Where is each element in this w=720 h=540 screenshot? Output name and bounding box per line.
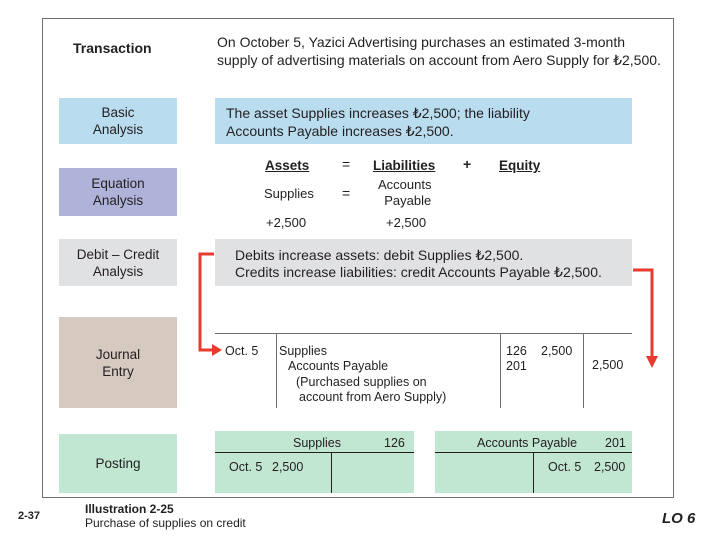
equation-liabilities-heading: Liabilities (373, 158, 436, 173)
supplies-entry-date: Oct. 5 (229, 460, 263, 474)
debit-credit-label-line-1: Debit – Credit (76, 246, 160, 262)
basic-analysis-line-1: The asset Supplies increases ₺2,500; the liability (226, 105, 530, 121)
liability-account-line-1: Accounts (378, 177, 432, 192)
journal-date: Oct. 5 (225, 344, 259, 358)
equation-equals-sign-2: = (342, 185, 351, 201)
supplies-account-number: 126 (384, 436, 405, 450)
liability-account-line-2: Payable (384, 193, 432, 208)
accounts-payable-account-number: 201 (605, 436, 626, 450)
journal-explanation-line-1: (Purchased supplies on (296, 375, 427, 389)
credit-flow-arrow (633, 270, 652, 358)
debit-credit-line-2: Credits increase liabilities: credit Accounts Payable ₺2,500. (235, 264, 602, 280)
journal-debit-ref: 126 (506, 344, 527, 358)
supplies-account-title: Supplies (293, 436, 341, 450)
equation-plus-sign: + (463, 156, 472, 172)
transaction-line-2: supply of advertising materials on account from Aero Supply for ₺2,500. (217, 52, 661, 68)
journal-credit-ref: 201 (506, 359, 527, 373)
accounts-payable-entry-amount: 2,500 (594, 460, 626, 474)
debit-credit-line-1: Debits increase assets: debit Supplies ₺2,500. (235, 247, 524, 263)
basic-label-line-2: Analysis (92, 122, 144, 137)
credit-arrowhead (646, 356, 658, 368)
posting-label-text: Posting (95, 456, 141, 471)
supplies-entry-amount: 2,500 (272, 460, 304, 474)
learning-objective: LO 6 (662, 510, 696, 527)
illustration-caption-text: Purchase of supplies on credit (85, 516, 246, 530)
illustration-number: Illustration 2-25 (85, 502, 174, 516)
equation-equals-sign: = (342, 156, 351, 172)
equation-liability-change: +2,500 (386, 215, 427, 230)
equation-assets-heading: Assets (265, 158, 310, 173)
equation-label-line-2: Analysis (92, 193, 144, 208)
journal-explanation-line-2: account from Aero Supply) (299, 390, 447, 404)
journal-label-line-1: Journal (95, 346, 141, 362)
equation-asset-change: +2,500 (266, 215, 307, 230)
journal-credit-amount: 2,500 (592, 358, 624, 372)
debit-credit-label-line-2: Analysis (92, 263, 144, 279)
debit-flow-arrow (200, 254, 216, 350)
journal-debit-account: Supplies (279, 344, 327, 358)
journal-label-line-2: Entry (102, 363, 134, 379)
transaction-line-1: On October 5, Yazici Advertising purchases an estimated 3-month (217, 34, 626, 50)
basic-label-line-1: Basic (101, 105, 135, 120)
illustration-caption (85, 502, 246, 530)
equation-asset-account: Supplies (264, 186, 314, 201)
debit-arrowhead (212, 344, 222, 356)
journal-debit-amount: 2,500 (541, 344, 573, 358)
basic-analysis-line-2: Accounts Payable increases ₺2,500. (226, 123, 454, 139)
equation-label-line-1: Equation (91, 176, 145, 191)
equation-equity-heading: Equity (499, 158, 541, 173)
accounts-payable-account-title: Accounts Payable (477, 436, 578, 450)
journal-credit-account: Accounts Payable (288, 359, 389, 373)
accounts-payable-entry-date: Oct. 5 (548, 460, 582, 474)
slide-number: 2-37 (18, 510, 41, 522)
transaction-heading: Transaction (73, 40, 152, 56)
